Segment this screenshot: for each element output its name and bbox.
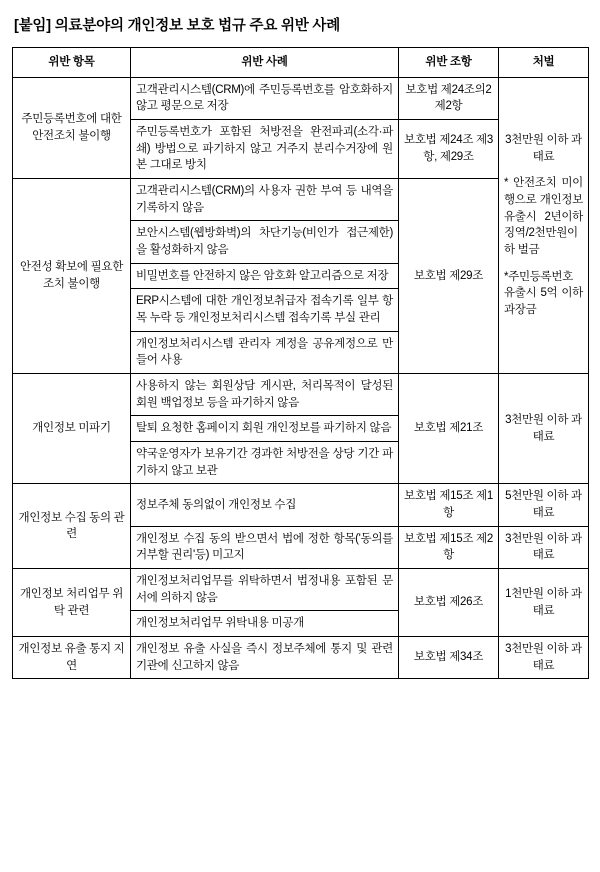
violation-case: 보안시스템(웹방화벽)의 차단기능(비인가 접근제한)을 활성화하지 않음 [131,221,399,263]
violation-case: ERP시스템에 대한 개인정보취급자 접속기록 일부 항목 누락 등 개인정보처리시스템 접속기록 부실 관리 [131,289,399,331]
table-row [13,569,589,611]
violation-item: 개인정보 유출 통지 지연 [13,637,131,679]
column-header-case: 위반 사례 [131,48,399,78]
violation-case: 탈퇴 요청한 홈페이지 회원 개인정보를 파기하지 않음 [131,416,399,442]
violation-item: 개인정보 미파기 [13,374,131,484]
violation-case: 비밀번호를 안전하지 않은 암호화 알고리즘으로 저장 [131,263,399,289]
penalty-note-1: * 안전조치 미이행으로 개인정보 유출시 2년이하 징역/2천만원이하 벌금 [504,177,583,257]
violation-penalty: 3천만원 이하 과태료 [499,526,589,568]
violation-case: 개인정보 수집 동의 받으면서 법에 정한 항목('동의를 거부할 권리'등) 미고지 [131,526,399,568]
column-header-penalty: 처벌 [499,48,589,78]
violation-law: 보호법 제24조의2 제2항 [399,77,499,119]
violation-penalty: 1천만원 이하 과태료 [499,569,589,637]
violation-penalty [499,77,589,373]
violation-case: 약국운영자가 보유기간 경과한 처방전을 상당 기간 파기하지 않고 보관 [131,442,399,484]
violation-case: 사용하지 않는 회원상담 게시판, 처리목적이 달성된 회원 백업정보 등을 파기하지 않음 [131,374,399,416]
violation-item: 개인정보 처리업무 위탁 관련 [13,569,131,637]
violation-case: 정보주체 동의없이 개인정보 수집 [131,484,399,526]
violation-law: 보호법 제26조 [399,569,499,637]
violation-law: 보호법 제34조 [399,637,499,679]
violation-penalty: 3천만원 이하 과태료 [499,637,589,679]
violation-cases-table [12,47,589,679]
penalty-main: 3천만원 이하 과태료 [505,134,582,163]
violation-item: 주민등록번호에 대한 안전조치 불이행 [13,77,131,178]
title-tag: [붙임] [14,18,51,34]
page-title [14,14,588,35]
violation-item: 개인정보 수집 동의 관련 [13,484,131,569]
violation-penalty: 3천만원 이하 과태료 [499,374,589,484]
violation-law: 보호법 제29조 [399,179,499,374]
violation-case: 고객관리시스템(CRM)의 사용자 권한 부여 등 내역을 기록하지 않음 [131,179,399,221]
violation-penalty: 5천만원 이하 과태료 [499,484,589,526]
violation-case: 개인정보 유출 사실을 즉시 정보주체에 통지 및 관련기관에 신고하지 않음 [131,637,399,679]
violation-law: 보호법 제21조 [399,374,499,484]
table-row [13,77,589,119]
violation-case: 주민등록번호가 포함된 처방전을 완전파괴(소각·파쇄) 방법으로 파기하지 않고 거주지 분리수거장에 원본 그대로 방치 [131,120,399,179]
table-row [13,484,589,526]
violation-case: 개인정보처리업무 위탁내용 미공개 [131,611,399,637]
column-header-item: 위반 항목 [13,48,131,78]
violation-case: 고객관리시스템(CRM)에 주민등록번호를 암호화하지 않고 평문으로 저장 [131,77,399,119]
title-text: 의료분야의 개인정보 보호 법규 주요 위반 사례 [54,18,341,34]
table-row [13,374,589,416]
violation-item: 안전성 확보에 필요한 조치 불이행 [13,179,131,374]
column-header-law: 위반 조항 [399,48,499,78]
violation-law: 보호법 제15조 제1항 [399,484,499,526]
violation-law: 보호법 제24조 제3항, 제29조 [399,120,499,179]
table-header-row [13,48,589,78]
penalty-note-2: *주민등록번호 유출시 5억 이하 과장금 [504,270,583,317]
violation-case: 개인정보처리업무를 위탁하면서 법정내용 포함된 문서에 의하지 않음 [131,569,399,611]
violation-law: 보호법 제15조 제2항 [399,526,499,568]
violation-case: 개인정보처리시스템 관리자 계정을 공유계정으로 만들어 사용 [131,331,399,373]
table-row [13,637,589,679]
